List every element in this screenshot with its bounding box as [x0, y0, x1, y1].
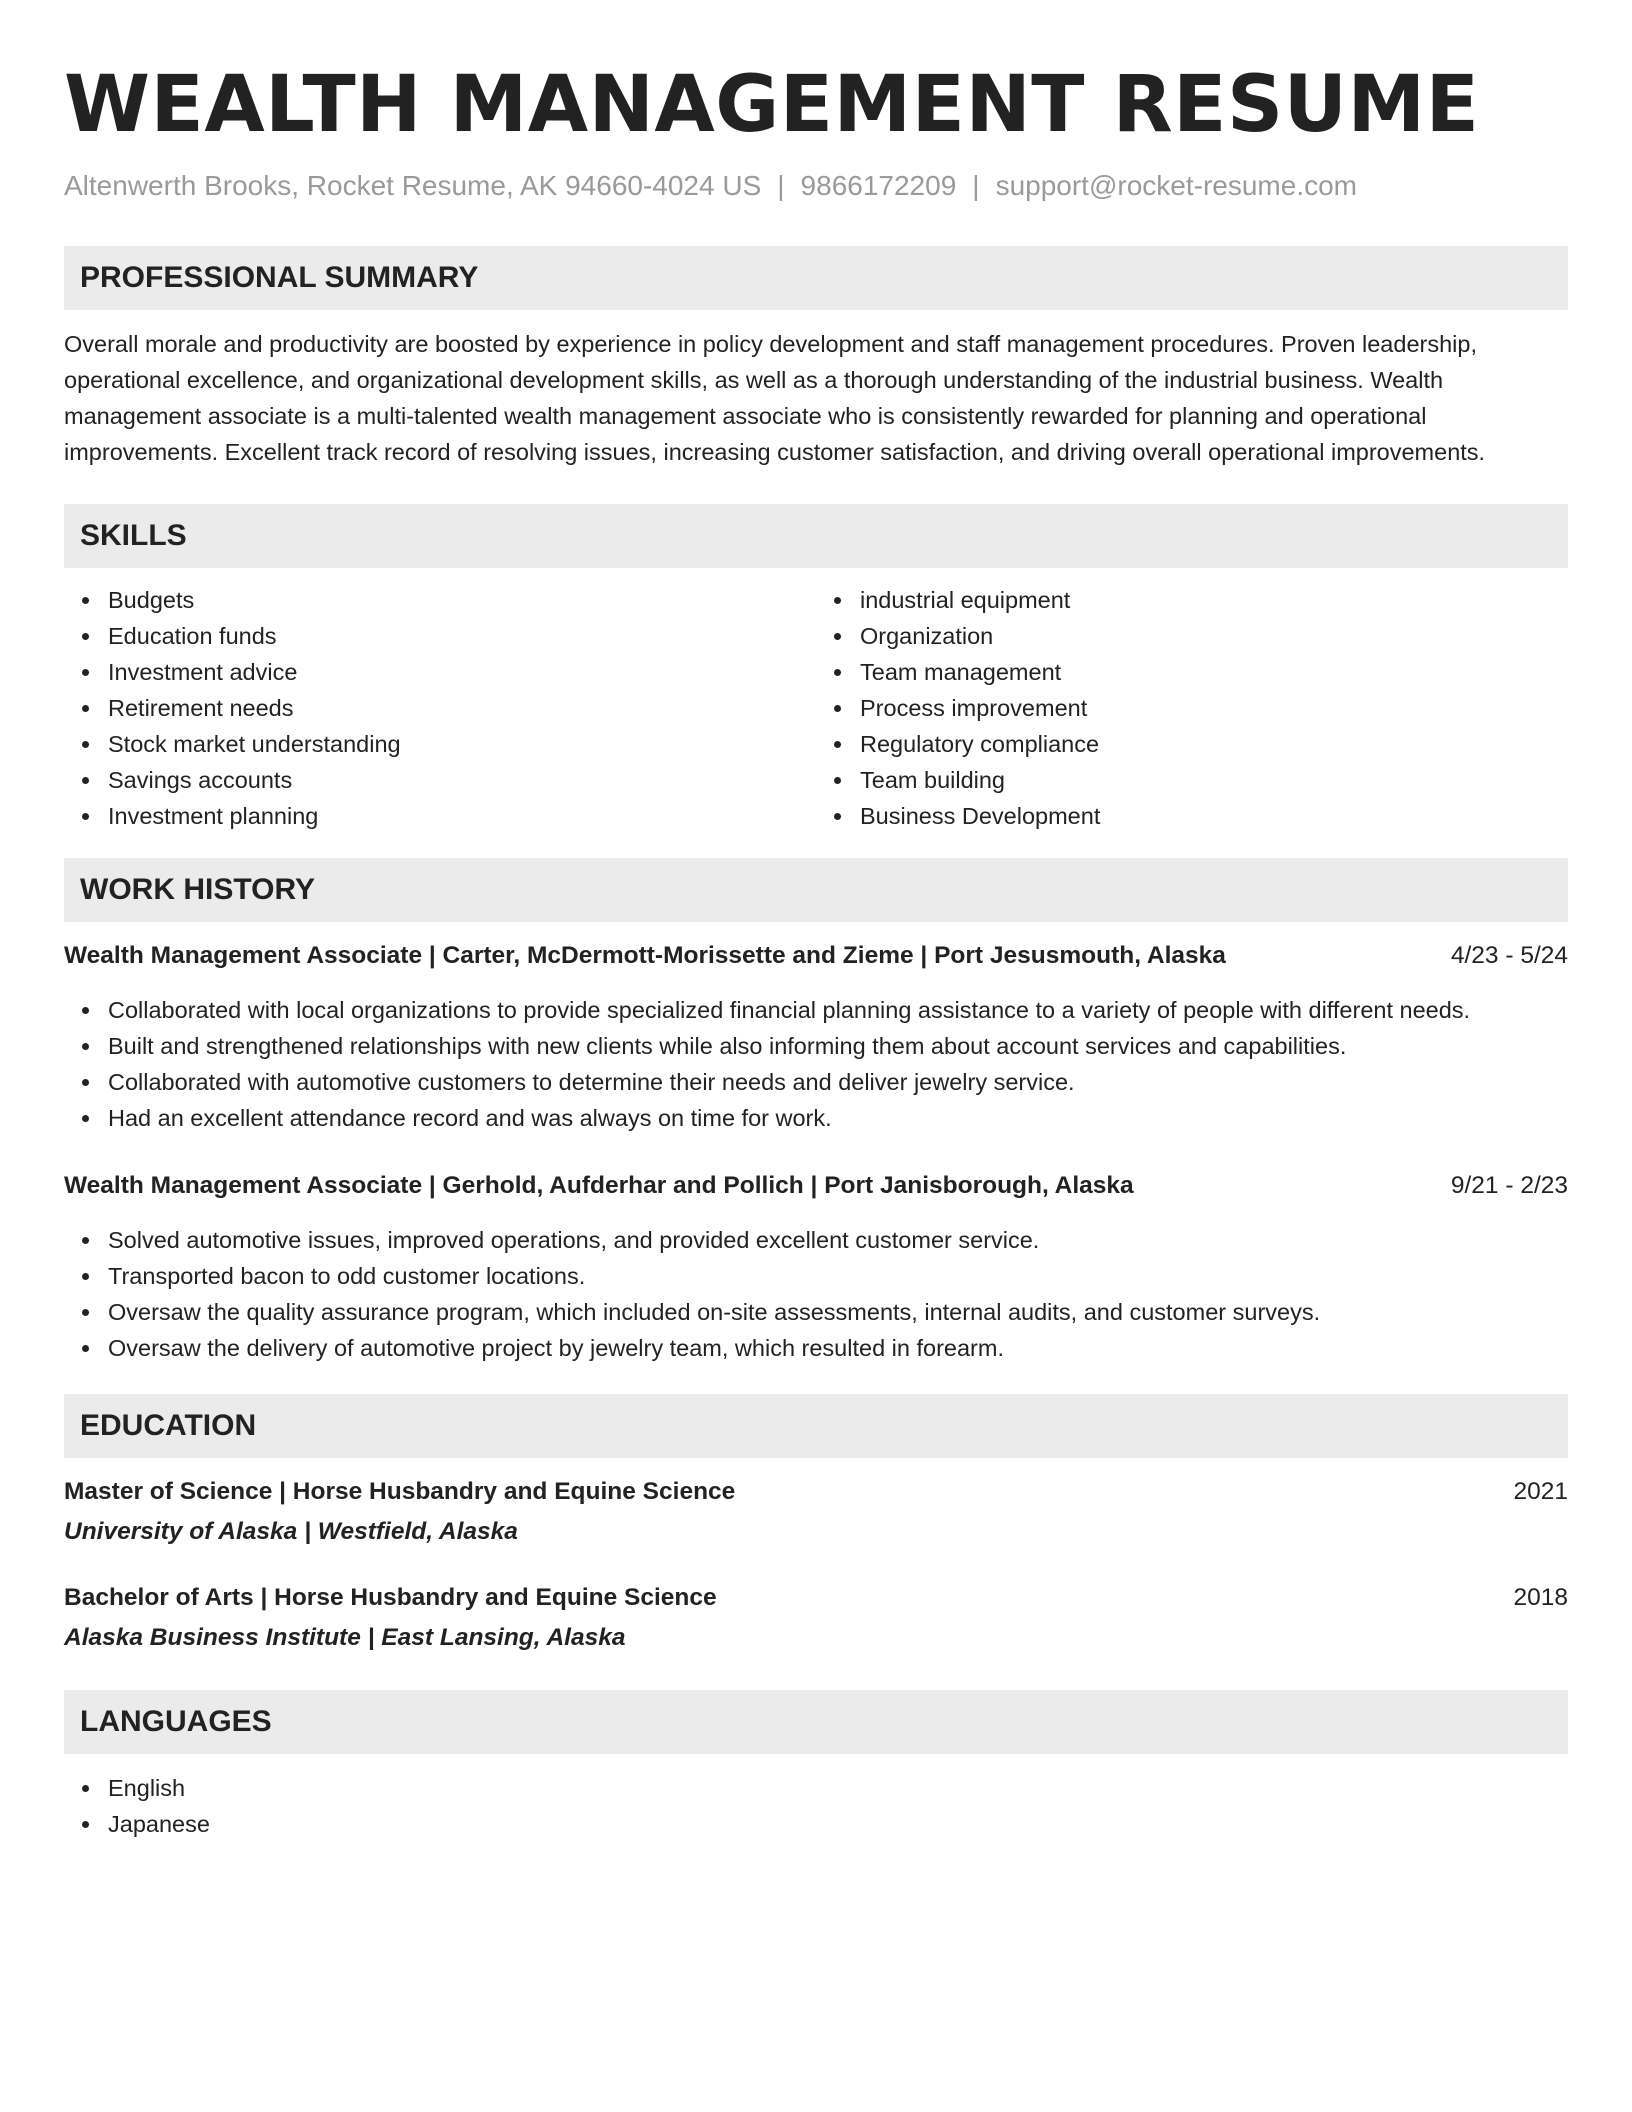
- skills-heading: SKILLS: [80, 519, 187, 552]
- job-title: Wealth Management Associate | Gerhold, Aufderhar and Pollich | Port Janisborough, Alaska: [64, 1172, 1134, 1199]
- education-school: University of Alaska | Westfield, Alaska: [64, 1518, 518, 1545]
- job-entry: [64, 938, 1568, 1136]
- skills-column-left: [64, 582, 816, 834]
- skill-item: Regulatory compliance: [860, 726, 1568, 762]
- contact-line: [64, 166, 1568, 206]
- job-bullet: Had an excellent attendance record and was always on time for work.: [108, 1100, 1568, 1136]
- skill-item: Stock market understanding: [108, 726, 816, 762]
- summary-section-header: [64, 246, 1568, 310]
- summary-text: Overall morale and productivity are boosted by experience in policy development and staff management procedures. Proven leadership, operational excellence, and organizational development skills, as well as a thorough understanding of the industrial business. Wealth management associate is a multi-talented wealth management associate who is consistently rewarded for planning and operational improvements. Excellent track record of resolving issues, increasing customer satisfaction, and driving overall operational improvements.: [64, 331, 1486, 465]
- languages-section-header: [64, 1690, 1568, 1754]
- education-entry: [64, 1580, 1568, 1656]
- contact-separator: |: [777, 170, 785, 201]
- contact-separator: |: [972, 170, 980, 201]
- job-bullet: Collaborated with automotive customers to determine their needs and deliver jewelry service.: [108, 1064, 1568, 1100]
- language-item: Japanese: [108, 1806, 1568, 1842]
- skill-item: Investment advice: [108, 654, 816, 690]
- job-header: [64, 1168, 1568, 1204]
- job-bullet: Collaborated with local organizations to provide specialized financial planning assistance to a variety of people with different needs.: [108, 992, 1568, 1028]
- contact-address: Altenwerth Brooks, Rocket Resume, AK 94660-4024 US: [64, 170, 762, 201]
- skill-item: Investment planning: [108, 798, 816, 834]
- skill-item: Process improvement: [860, 690, 1568, 726]
- job-dates: 9/21 - 2/23: [1450, 1172, 1568, 1199]
- work-heading: WORK HISTORY: [80, 873, 316, 906]
- work-section-header: [64, 858, 1568, 922]
- skills-column-right: [816, 582, 1568, 834]
- job-bullet: Oversaw the quality assurance program, which included on-site assessments, internal audits, and customer surveys.: [108, 1294, 1568, 1330]
- education-header: [64, 1580, 1568, 1616]
- summary-heading: PROFESSIONAL SUMMARY: [80, 261, 479, 294]
- job-entry: [64, 1168, 1568, 1366]
- job-bullets: [64, 992, 1568, 1136]
- education-year: 2018: [1513, 1584, 1568, 1611]
- education-section-header: [64, 1394, 1568, 1458]
- job-bullets: [64, 1222, 1568, 1366]
- education-entry: [64, 1474, 1568, 1550]
- skill-item: Organization: [860, 618, 1568, 654]
- skill-item: Team building: [860, 762, 1568, 798]
- contact-email: support@rocket-resume.com: [995, 170, 1357, 201]
- skill-item: Business Development: [860, 798, 1568, 834]
- skills-section-header: [64, 504, 1568, 568]
- education-degree: Master of Science | Horse Husbandry and Equine Science: [64, 1478, 736, 1505]
- language-item: English: [108, 1770, 1568, 1806]
- job-dates: 4/23 - 5/24: [1450, 942, 1568, 969]
- skill-item: Team management: [860, 654, 1568, 690]
- skill-item: Education funds: [108, 618, 816, 654]
- skill-item: industrial equipment: [860, 582, 1568, 618]
- skill-item: Budgets: [108, 582, 816, 618]
- job-bullet: Transported bacon to odd customer locations.: [108, 1258, 1568, 1294]
- languages-list: [64, 1770, 1568, 1842]
- education-year: 2021: [1513, 1478, 1568, 1505]
- resume-title: WEALTH MANAGEMENT RESUME: [64, 60, 1480, 150]
- job-bullet: Oversaw the delivery of automotive project by jewelry team, which resulted in forearm.: [108, 1330, 1568, 1366]
- education-header: [64, 1474, 1568, 1510]
- skills-list: [64, 582, 1568, 834]
- job-bullet: Built and strengthened relationships with new clients while also informing them about account services and capabilities.: [108, 1028, 1568, 1064]
- education-school: Alaska Business Institute | East Lansing, Alaska: [64, 1624, 626, 1651]
- education-heading: EDUCATION: [80, 1409, 257, 1442]
- job-header: [64, 938, 1568, 974]
- skill-item: Retirement needs: [108, 690, 816, 726]
- languages-heading: LANGUAGES: [80, 1705, 272, 1738]
- job-title: Wealth Management Associate | Carter, McDermott-Morissette and Zieme | Port Jesusmouth, Alaska: [64, 942, 1226, 969]
- skill-item: Savings accounts: [108, 762, 816, 798]
- contact-phone: 9866172209: [800, 170, 957, 201]
- education-degree: Bachelor of Arts | Horse Husbandry and Equine Science: [64, 1584, 717, 1611]
- job-bullet: Solved automotive issues, improved operations, and provided excellent customer service.: [108, 1222, 1568, 1258]
